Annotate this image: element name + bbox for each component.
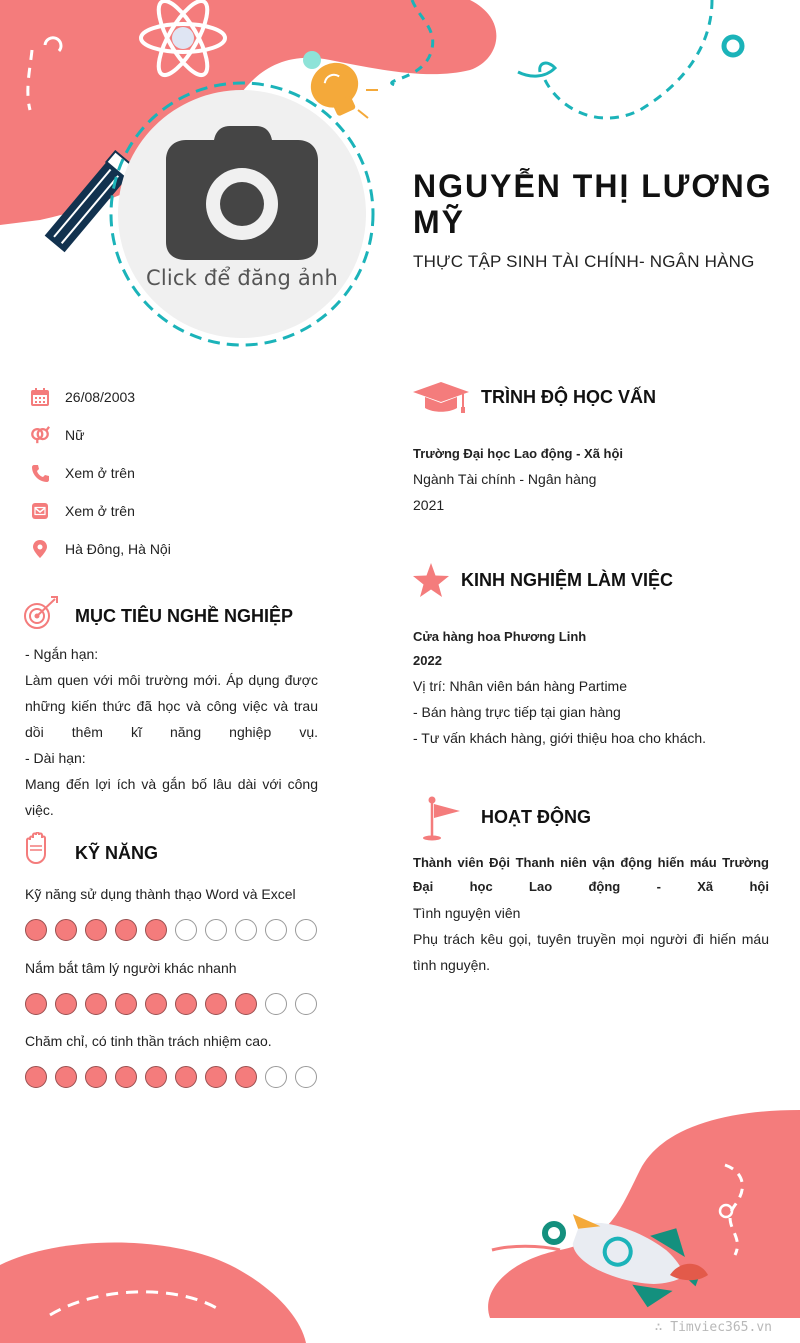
avatar-upload-label: Click để đăng ảnh <box>145 266 339 290</box>
rating-dot-filled <box>25 993 47 1015</box>
address-text: Hà Đông, Hà Nội <box>65 541 171 557</box>
raised-fist-icon <box>24 832 48 864</box>
email-text: Xem ở trên <box>65 503 135 519</box>
watermark: ∴ Timviec365.vn <box>654 1320 772 1335</box>
contact-email <box>30 499 135 523</box>
flag-icon <box>420 796 464 842</box>
skill-name: Chăm chỉ, có tinh thần trách nhiệm cao. <box>25 1033 272 1049</box>
rating-dot-filled <box>25 919 47 941</box>
skill-name: Nắm bắt tâm lý người khác nhanh <box>25 960 237 976</box>
candidate-name: NGUYỄN THỊ LƯƠNG MỸ <box>413 168 773 240</box>
phone-text: Xem ở trên <box>65 465 135 481</box>
rating-dot-filled <box>85 1066 107 1088</box>
activities-desc: Phụ trách kêu gọi, tuyên truyền mọi người đi hiến máu tình nguyện. <box>413 931 769 973</box>
location-pin-icon <box>30 539 50 559</box>
education-major: Ngành Tài chính - Ngân hàng <box>413 471 597 487</box>
contact-address <box>30 537 171 561</box>
avatar-upload[interactable] <box>118 90 366 338</box>
rating-dot-empty <box>265 993 287 1015</box>
objective-short-label: - Ngắn hạn: <box>25 646 99 662</box>
rating-dot-filled <box>115 919 137 941</box>
skill-rating <box>25 919 317 941</box>
experience-duty: - Bán hàng trực tiếp tại gian hàng <box>413 704 621 720</box>
gender-text: Nữ <box>65 427 85 443</box>
rating-dot-empty <box>265 919 287 941</box>
contact-birthday <box>30 385 136 409</box>
gender-icon <box>30 425 50 445</box>
camera-icon <box>166 126 318 260</box>
objective-long-text-content: Mang đến lợi ích và gắn bố lâu dài với công việc. <box>25 776 318 818</box>
bottom-left-decoration <box>0 1235 320 1343</box>
rating-dot-filled <box>235 1066 257 1088</box>
activities-title: HOẠT ĐỘNG <box>481 807 591 827</box>
rating-dot-filled <box>205 1066 227 1088</box>
rating-dot-empty <box>265 1066 287 1088</box>
objective-long-text <box>25 771 318 823</box>
target-icon <box>23 596 59 630</box>
rating-dot-filled <box>205 993 227 1015</box>
experience-position: Vị trí: Nhân viên bán hàng Partime <box>413 678 628 694</box>
rating-dot-filled <box>175 1066 197 1088</box>
rating-dot-empty <box>175 919 197 941</box>
rating-dot-empty <box>205 919 227 941</box>
calendar-icon <box>30 387 50 407</box>
skill-rating <box>25 993 317 1015</box>
graduation-cap-icon <box>413 380 469 414</box>
experience-duty: - Tư vấn khách hàng, giới thiệu hoa cho khách. <box>413 730 707 746</box>
skill-rating <box>25 1066 317 1088</box>
rating-dot-filled <box>85 919 107 941</box>
rating-dot-filled <box>175 993 197 1015</box>
experience-year: 2022 <box>413 653 442 668</box>
experience-company: Cửa hàng hoa Phương Linh <box>413 629 587 644</box>
rating-dot-filled <box>55 919 77 941</box>
rating-dot-empty <box>295 993 317 1015</box>
rating-dot-filled <box>145 1066 167 1088</box>
rating-dot-filled <box>235 993 257 1015</box>
rating-dot-filled <box>55 993 77 1015</box>
rating-dot-empty <box>295 919 317 941</box>
rating-dot-empty <box>295 1066 317 1088</box>
rating-dot-filled <box>115 993 137 1015</box>
star-icon <box>413 563 449 597</box>
job-title: THỰC TẬP SINH TÀI CHÍNH- NGÂN HÀNG <box>413 252 755 271</box>
rating-dot-filled <box>55 1066 77 1088</box>
experience-title: KINH NGHIỆM LÀM VIỆC <box>461 570 674 590</box>
skills-title: KỸ NĂNG <box>75 843 159 863</box>
activities-role: Tình nguyện viên <box>413 905 521 921</box>
objective-title: MỤC TIÊU NGHỀ NGHIỆP <box>75 606 294 626</box>
objective-short-text: Làm quen với môi trường mới. Áp dụng được những kiến thức đã học và công việc và trau dồi thêm kĩ năng nghiệp vụ. <box>25 672 318 740</box>
skill-name: Kỹ năng sử dụng thành thạo Word và Excel <box>25 886 296 902</box>
objective-long-label: - Dài hạn: <box>25 750 86 766</box>
rating-dot-filled <box>145 993 167 1015</box>
education-school: Trường Đại học Lao động - Xã hội <box>413 446 624 461</box>
activities-org-line1 <box>413 851 769 899</box>
activities-org: Thành viên Đội Thanh niên vận động hiến máu Trường Đại học Lao động - Xã hội <box>413 855 769 894</box>
contact-phone <box>30 461 135 485</box>
rating-dot-filled <box>115 1066 137 1088</box>
education-title: TRÌNH ĐỘ HỌC VẤN <box>481 387 656 407</box>
rating-dot-filled <box>85 993 107 1015</box>
bottom-right-decoration <box>470 1110 800 1320</box>
birthday-text: 26/08/2003 <box>65 389 136 405</box>
rating-dot-filled <box>25 1066 47 1088</box>
rating-dot-empty <box>235 919 257 941</box>
rating-dot-filled <box>145 919 167 941</box>
phone-icon <box>30 463 50 483</box>
mail-icon <box>30 501 50 521</box>
education-year: 2021 <box>413 497 445 513</box>
contact-gender <box>30 423 85 447</box>
